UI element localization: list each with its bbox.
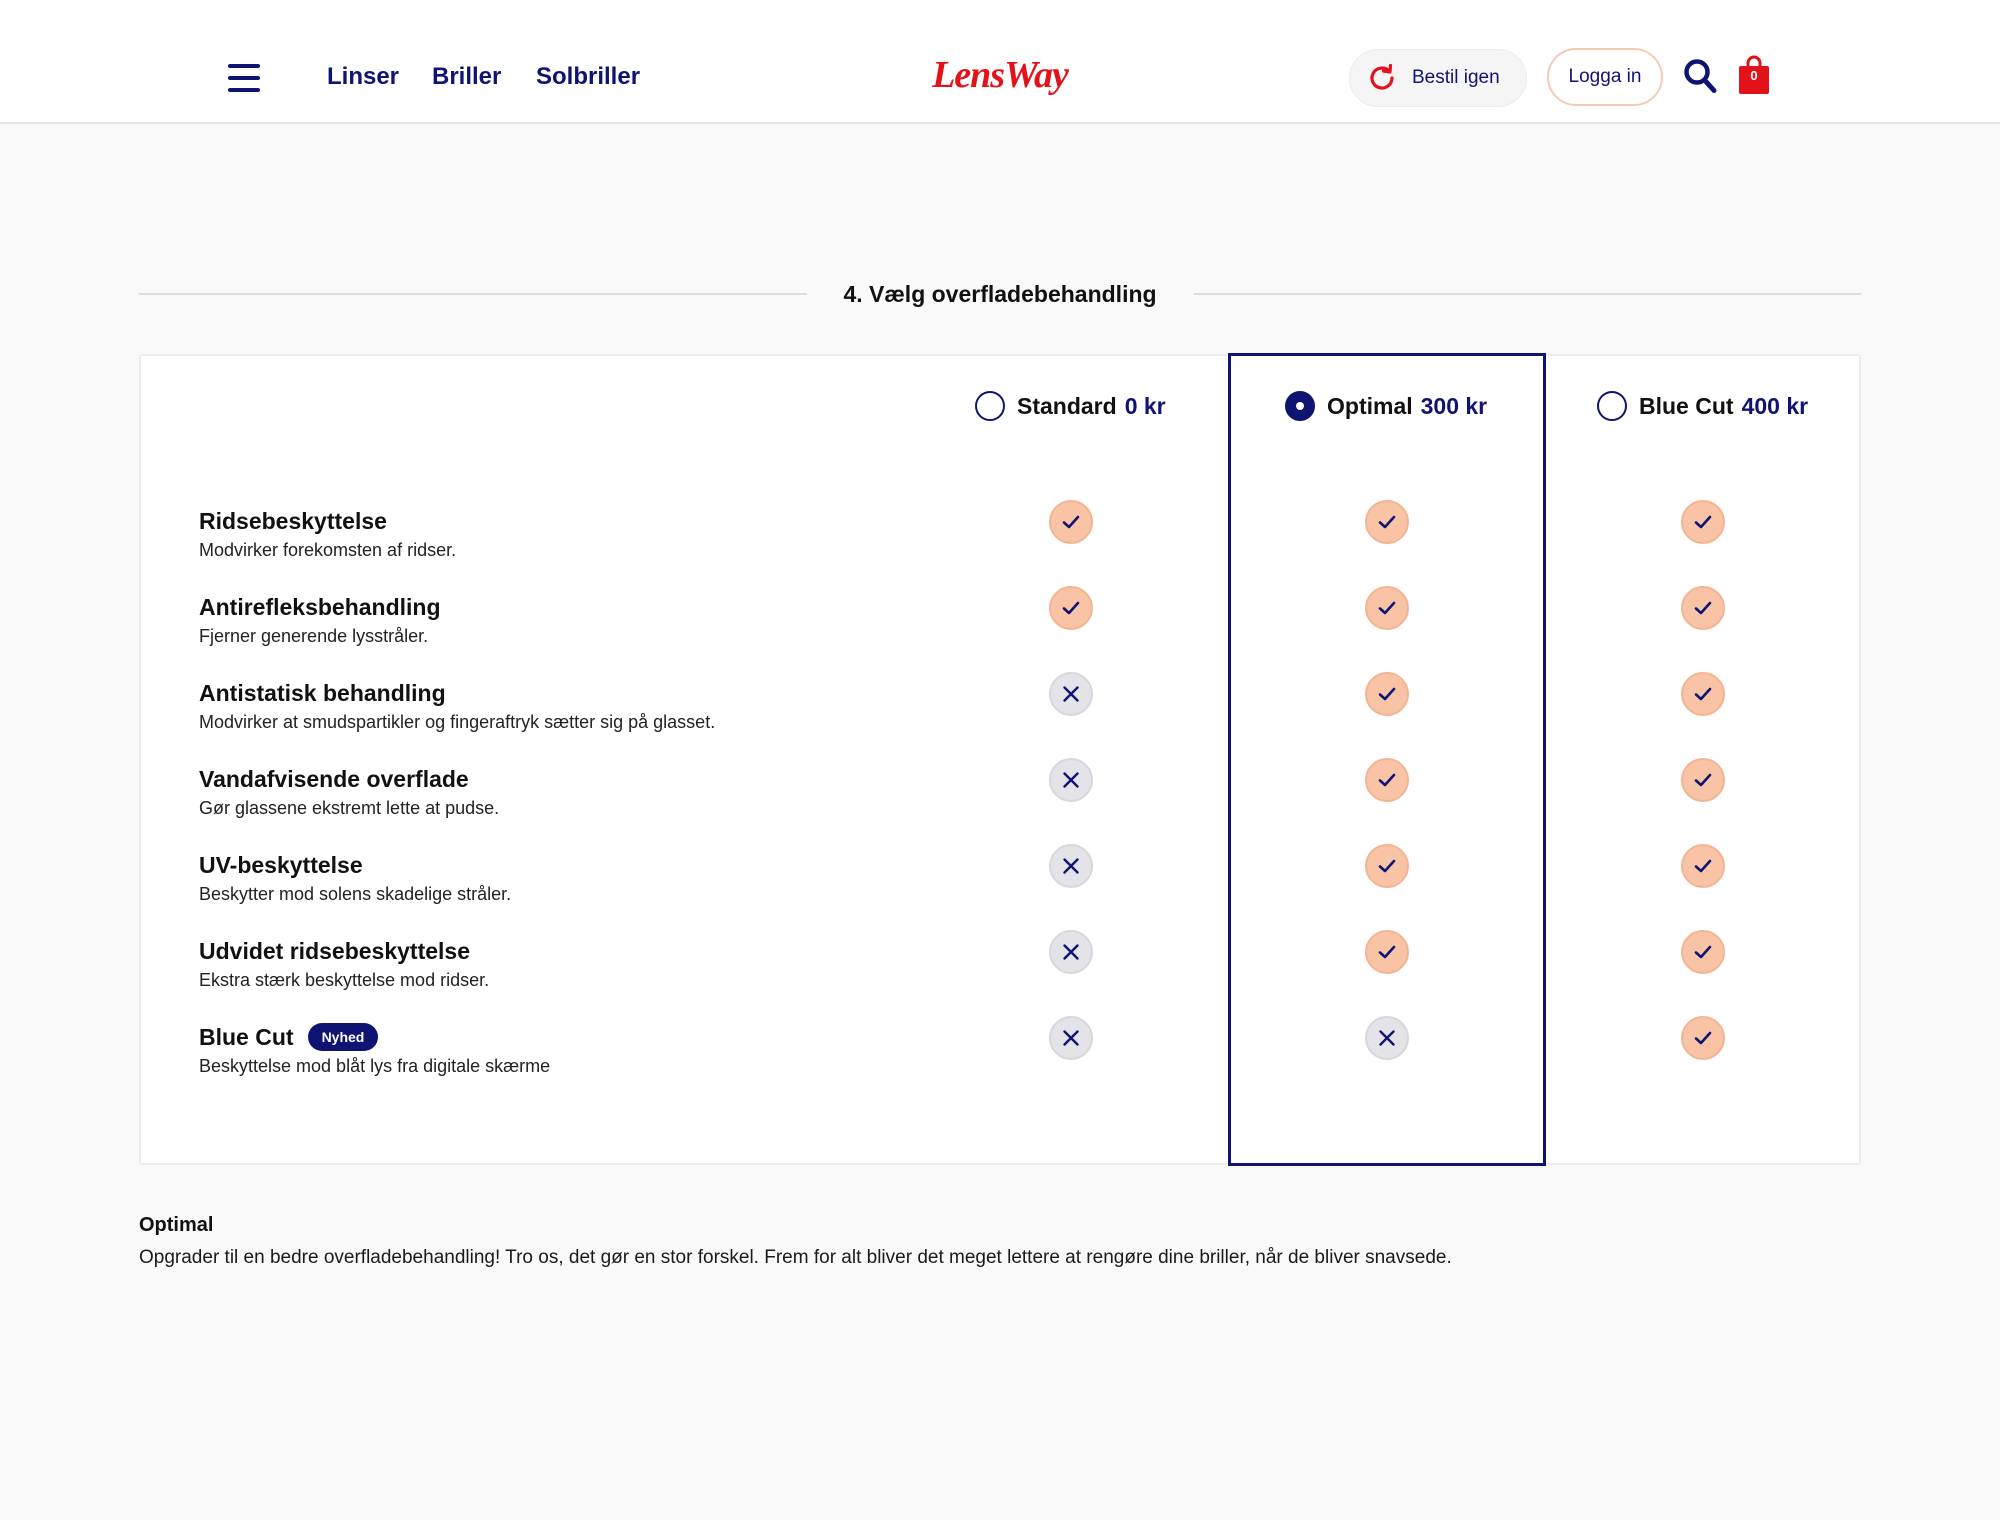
nav-link-briller[interactable]: Briller	[432, 63, 502, 90]
cross-icon	[1365, 1016, 1409, 1060]
check-icon	[1681, 672, 1725, 716]
cross-icon	[1049, 758, 1093, 802]
login-button[interactable]: Logga in	[1547, 48, 1663, 106]
selected-option-description: Opgrader til en bedre overfladebehandling! Tro os, det gør en stor forskel. Frem for alt bliver det meget lettere at rengøre dine briller, når de bliver snavsede.	[139, 1247, 1452, 1268]
check-icon	[1681, 500, 1725, 544]
cross-icon	[1049, 1016, 1093, 1060]
check-icon	[1365, 844, 1409, 888]
reorder-icon	[1366, 62, 1398, 94]
feature-description: Modvirker at smudspartikler og fingeraftryk sætter sig på glasset.	[199, 712, 716, 732]
cart-count: 0	[1750, 68, 1758, 83]
option-blue-cut[interactable]	[1597, 388, 1808, 424]
option-price: 400 kr	[1741, 392, 1809, 419]
feature-description: Modvirker forekomsten af ridser.	[199, 540, 457, 560]
feature-row	[199, 678, 715, 735]
divider-right	[1194, 293, 1861, 295]
check-icon	[1681, 844, 1725, 888]
cart-button[interactable]	[1738, 55, 1770, 95]
feature-title-row	[199, 1022, 550, 1052]
feature-description: Beskyttelse mod blåt lys fra digitale skærme	[199, 1056, 551, 1076]
feature-description: Beskytter mod solens skadelige stråler.	[199, 884, 512, 904]
cross-icon	[1049, 844, 1093, 888]
reorder-label: Bestil igen	[1412, 67, 1500, 88]
feature-row	[199, 506, 456, 563]
radio-standard[interactable]	[975, 391, 1005, 421]
radio-optimal[interactable]	[1285, 391, 1315, 421]
nav-link-solbriller[interactable]: Solbriller	[536, 63, 641, 90]
check-icon	[1365, 930, 1409, 974]
divider-left	[139, 293, 807, 295]
menu-icon[interactable]	[228, 64, 260, 92]
check-icon	[1049, 586, 1093, 630]
radio-blue-cut[interactable]	[1597, 391, 1627, 421]
check-icon	[1365, 500, 1409, 544]
check-icon	[1049, 500, 1093, 544]
feature-row	[199, 850, 511, 907]
section-title: 4. Vælg overfladebehandling	[843, 281, 1157, 307]
feature-title: Ridsebeskyttelse	[199, 508, 387, 534]
feature-row	[199, 936, 489, 993]
feature-row	[199, 764, 499, 821]
check-icon	[1681, 930, 1725, 974]
check-icon	[1365, 586, 1409, 630]
feature-row	[199, 592, 441, 649]
option-price: 300 kr	[1420, 392, 1488, 419]
feature-row	[199, 1022, 550, 1079]
selected-option-title: Optimal	[139, 1214, 214, 1236]
feature-description: Fjerner generende lysstråler.	[199, 626, 429, 646]
option-optimal[interactable]	[1285, 388, 1487, 424]
option-name: Standard	[1017, 392, 1117, 419]
feature-title: Vandafvisende overflade	[199, 766, 469, 792]
feature-title: Blue Cut	[199, 1024, 294, 1050]
lensway-logo[interactable]: LensWay	[932, 54, 1068, 96]
site-header	[0, 0, 2000, 124]
cross-icon	[1049, 672, 1093, 716]
cross-icon	[1049, 930, 1093, 974]
option-name: Optimal	[1327, 392, 1413, 419]
search-icon[interactable]	[1683, 58, 1717, 94]
feature-title: Antirefleksbehandling	[199, 594, 441, 620]
feature-title: Antistatisk behandling	[199, 680, 446, 706]
feature-description: Ekstra stærk beskyttelse mod ridser.	[199, 970, 490, 990]
option-price: 0 kr	[1124, 392, 1166, 419]
feature-title: Udvidet ridsebeskyttelse	[199, 938, 471, 964]
check-icon	[1681, 758, 1725, 802]
feature-description: Gør glassene ekstremt lette at pudse.	[199, 798, 500, 818]
reorder-button[interactable]	[1349, 49, 1527, 107]
new-badge: Nyhed	[308, 1023, 379, 1051]
check-icon	[1681, 586, 1725, 630]
check-icon	[1365, 672, 1409, 716]
option-standard[interactable]	[975, 388, 1166, 424]
feature-title: UV-beskyttelse	[199, 852, 363, 878]
check-icon	[1365, 758, 1409, 802]
option-name: Blue Cut	[1639, 392, 1734, 419]
check-icon	[1681, 1016, 1725, 1060]
nav-link-linser[interactable]: Linser	[327, 63, 400, 90]
